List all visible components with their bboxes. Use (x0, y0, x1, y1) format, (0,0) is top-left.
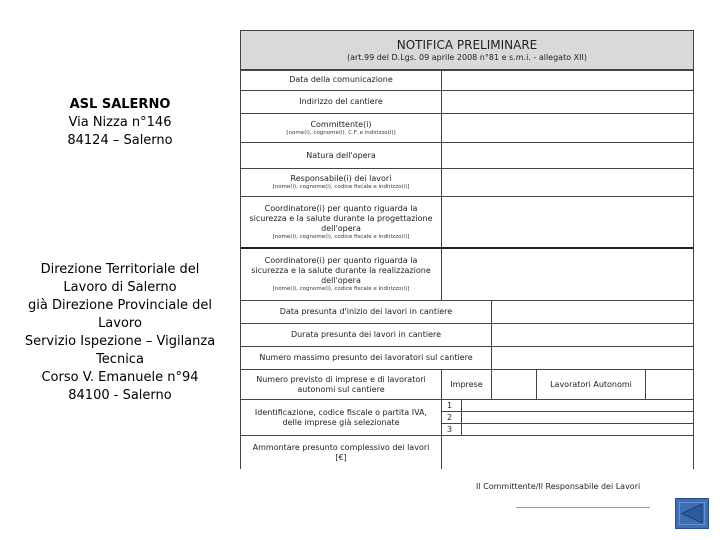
field-coord-realizzazione (442, 249, 693, 301)
recipient-line5: 84100 - Salerno (68, 388, 172, 403)
back-button[interactable] (675, 498, 709, 529)
field-impresa-3 (462, 424, 693, 436)
field-coord-progettazione (442, 197, 693, 249)
row-number-1: 1 (442, 400, 462, 412)
label-coord-realizzazione: Coordinatore(i) per quanto riguarda la sicurezza e la salute durante la realizzazione dell'opera [nome(i), cognome(i), codice fiscale e indirizzo(i)] (241, 249, 442, 301)
field-impresa-1 (462, 400, 693, 412)
label-identificazione: Identificazione, codice fiscale o partita IVA, delle imprese già selezionate (241, 400, 442, 436)
field-committente (442, 114, 693, 143)
label-imprese: Imprese (442, 370, 492, 400)
field-imprese (492, 370, 537, 400)
row-number-3: 3 (442, 424, 462, 436)
label-indirizzo: Indirizzo del cantiere (241, 91, 442, 114)
label-numero-previsto: Numero previsto di imprese e di lavoratori autonomi sul cantiere (241, 370, 442, 400)
recipient-address (20, 261, 220, 405)
field-impresa-2 (462, 412, 693, 424)
field-responsabile (442, 169, 693, 197)
signature-line (516, 507, 650, 508)
field-data-comunicazione (442, 69, 693, 91)
recipient-line2: già Direzione Provinciale del Lavoro (28, 298, 212, 331)
notification-form-image (240, 30, 694, 469)
field-indirizzo (442, 91, 693, 114)
signature-label: Il Committente/Il Responsabile dei Lavori (476, 482, 641, 491)
label-durata: Durata presunta dei lavori in cantiere (241, 324, 492, 347)
label-lavoratori-autonomi: Lavoratori Autonomi (537, 370, 646, 400)
field-durata (492, 324, 693, 347)
field-lavoratori-autonomi (646, 370, 693, 400)
label-committente: Committente(i) [nome(i), cognome(i), C.F. e indirizzo(i)] (241, 114, 442, 143)
sender-address (20, 96, 220, 150)
field-numero-max (492, 347, 693, 370)
recipient-line1: Direzione Territoriale del Lavoro di Salerno (40, 262, 200, 295)
label-data-comunicazione: Data della comunicazione (241, 69, 442, 91)
form-header (241, 31, 693, 71)
form-title: NOTIFICA PRELIMINARE (396, 38, 538, 52)
field-natura (442, 143, 693, 169)
label-data-inizio: Data presunta d'inizio dei lavori in cantiere (241, 301, 492, 324)
label-coord-progettazione: Coordinatore(i) per quanto riguarda la sicurezza e la salute durante la progettazione dell'opera [nome(i), cognome(i), codice fiscale e indirizzo(i)] (241, 197, 442, 249)
label-responsabile: Responsabile(i) dei lavori [nome(i), cognome(i), codice fiscale e indirizzo(i)] (241, 169, 442, 197)
sender-city: 84124 – Salerno (67, 133, 173, 148)
label-natura: Natura dell'opera (241, 143, 442, 169)
form-subtitle: (art.99 del D.Lgs. 09 aprile 2008 n°81 e s.m.i. - allegato XII) (347, 53, 587, 62)
row-number-2: 2 (442, 412, 462, 424)
recipient-line3: Servizio Ispezione – Vigilanza Tecnica (24, 334, 216, 367)
label-ammontare: Ammontare presunto complessivo dei lavori [€] (241, 436, 442, 469)
recipient-line4: Corso V. Emanuele n°94 (41, 370, 199, 385)
label-numero-max: Numero massimo presunto dei lavoratori sul cantiere (241, 347, 492, 370)
field-data-inizio (492, 301, 693, 324)
triangle-left-icon (679, 502, 705, 525)
sender-name: ASL SALERNO (69, 97, 171, 112)
sender-street: Via Nizza n°146 (68, 115, 172, 130)
